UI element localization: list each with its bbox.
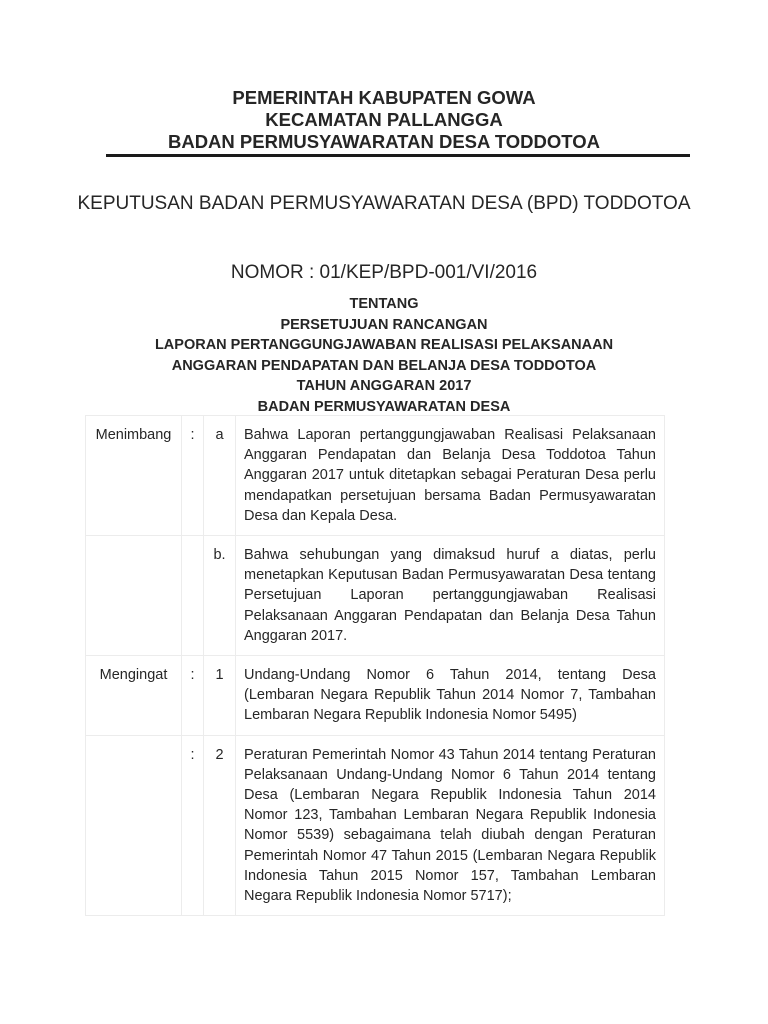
row-colon: : [182, 735, 204, 916]
subject-line: LAPORAN PERTANGGUNGJAWABAN REALISASI PELAKSANAAN [154, 337, 614, 354]
subject-line: BADAN PERMUSYAWARATAN DESA [257, 398, 511, 415]
subject-line: TENTANG [349, 296, 419, 312]
table-row [86, 656, 665, 736]
row-label: Mengingat [86, 656, 182, 736]
row-text: Undang-Undang Nomor 6 Tahun 2014, tentang Desa (Lembaran Negara Republik Tahun 2014 Nomor 7, Tambahan Lembaran Negara Republik Indonesia Nomor 5495) [236, 656, 665, 736]
row-label [86, 536, 182, 656]
row-text: Bahwa sehubungan yang dimaksud huruf a diatas, perlu menetapkan Keputusan Badan Permusyawaratan Desa tentang Persetujuan Laporan pertanggungjawaban Realisasi Pelaksanaan Anggaran Pendapatan dan Belanja Desa Tahun Anggaran 2017. [236, 536, 665, 656]
row-text: Peraturan Pemerintah Nomor 43 Tahun 2014 tentang Peraturan Pelaksanaan Undang-Undang Nomor 6 Tahun 2014 tentang Desa (Lembaran Negara Republik Indonesia Tahun 2014 Nomor 123, Tambahan Lembaran Negara Republik Indonesia Nomor 5539) sebagaimana telah diubah dengan Peraturan Pemerintah Nomor 47 Tahun 2015 (Lembaran Negara Republik Indonesia Tahun 2015 Nomor 157, Tambahan Lembaran Negara Republik Indonesia Nomor 5717); [236, 735, 665, 916]
decision-title: KEPUTUSAN BADAN PERMUSYAWARATAN DESA (BPD) TODDOTOA [77, 193, 691, 214]
row-label [86, 735, 182, 916]
decision-number: NOMOR : 01/KEP/BPD-001/VI/2016 [230, 262, 538, 283]
subject-line: PERSETUJUAN RANCANGAN [280, 316, 488, 333]
header-line-government: PEMERINTAH KABUPATEN GOWA [232, 87, 536, 108]
table-row [86, 735, 665, 916]
document-header [0, 87, 768, 153]
row-marker: a [204, 416, 236, 536]
row-marker: 1 [204, 656, 236, 736]
header-divider [106, 154, 690, 157]
row-colon [182, 536, 204, 656]
considerations-table [85, 415, 665, 916]
row-label: Menimbang [86, 416, 182, 536]
row-colon: : [182, 656, 204, 736]
subject-block [0, 294, 768, 418]
subject-line: ANGGARAN PENDAPATAN DAN BELANJA DESA TODDOTOA [171, 357, 597, 374]
table-row [86, 416, 665, 536]
row-marker: b. [204, 536, 236, 656]
header-line-bpd: BADAN PERMUSYAWARATAN DESA TODDOTOA [167, 131, 601, 152]
row-colon: : [182, 416, 204, 536]
subject-line: TAHUN ANGGARAN 2017 [296, 378, 472, 395]
row-marker: 2 [204, 735, 236, 916]
header-line-district: KECAMATAN PALLANGGA [265, 109, 503, 130]
row-text: Bahwa Laporan pertanggungjawaban Realisasi Pelaksanaan Anggaran Pendapatan dan Belanja Desa Toddotoa Tahun Anggaran 2017 untuk ditetapkan sebagai Peraturan Desa perlu mendapatkan persetujuan bersama Badan Permusyawaratan Desa dan Kepala Desa. [236, 416, 665, 536]
table-row [86, 536, 665, 656]
